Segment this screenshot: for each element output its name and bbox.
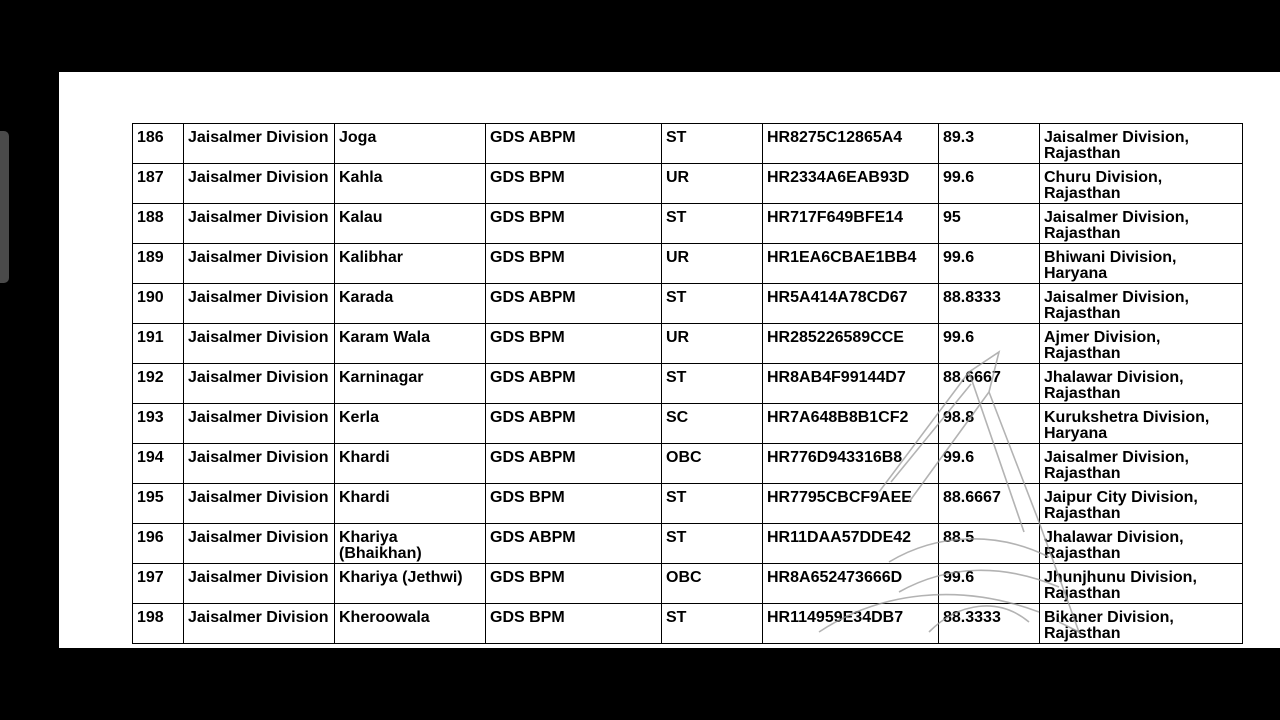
cell-division: Jaisalmer Division bbox=[184, 284, 335, 324]
table-row bbox=[133, 244, 1243, 284]
cell-office: Khardi bbox=[335, 484, 486, 524]
cell-office: Kalibhar bbox=[335, 244, 486, 284]
cell-allotted-division: Jaisalmer Division, Rajasthan bbox=[1040, 284, 1243, 324]
cell-sl: 197 bbox=[133, 564, 184, 604]
cell-office: Khariya (Jethwi) bbox=[335, 564, 486, 604]
cell-category: ST bbox=[662, 124, 763, 164]
cell-allotted-division: Jhalawar Division, Rajasthan bbox=[1040, 524, 1243, 564]
cell-sl: 191 bbox=[133, 324, 184, 364]
cell-sl: 188 bbox=[133, 204, 184, 244]
bottom-bar bbox=[0, 648, 1280, 720]
table-row bbox=[133, 484, 1243, 524]
cell-category: ST bbox=[662, 284, 763, 324]
cell-score: 99.6 bbox=[939, 444, 1040, 484]
table-row bbox=[133, 164, 1243, 204]
cell-office: Kheroowala bbox=[335, 604, 486, 644]
cell-sl: 196 bbox=[133, 524, 184, 564]
results-table-body bbox=[133, 124, 1243, 644]
cell-score: 88.3333 bbox=[939, 604, 1040, 644]
cell-category: ST bbox=[662, 364, 763, 404]
table-row bbox=[133, 204, 1243, 244]
cell-score: 88.8333 bbox=[939, 284, 1040, 324]
cell-category: OBC bbox=[662, 564, 763, 604]
cell-division: Jaisalmer Division bbox=[184, 324, 335, 364]
cell-sl: 192 bbox=[133, 364, 184, 404]
cell-category: OBC bbox=[662, 444, 763, 484]
cell-category: ST bbox=[662, 484, 763, 524]
cell-allotted-division: Jaipur City Division, Rajasthan bbox=[1040, 484, 1243, 524]
cell-sl: 186 bbox=[133, 124, 184, 164]
cell-division: Jaisalmer Division bbox=[184, 364, 335, 404]
cell-division: Jaisalmer Division bbox=[184, 164, 335, 204]
cell-office: Khardi bbox=[335, 444, 486, 484]
table-row bbox=[133, 284, 1243, 324]
cell-score: 88.5 bbox=[939, 524, 1040, 564]
cell-reg-no: HR11DAA57DDE42 bbox=[763, 524, 939, 564]
cell-reg-no: HR7795CBCF9AEE bbox=[763, 484, 939, 524]
cell-reg-no: HR5A414A78CD67 bbox=[763, 284, 939, 324]
cell-post: GDS BPM bbox=[486, 204, 662, 244]
cell-post: GDS ABPM bbox=[486, 444, 662, 484]
cell-post: GDS ABPM bbox=[486, 524, 662, 564]
cell-category: ST bbox=[662, 604, 763, 644]
cell-division: Jaisalmer Division bbox=[184, 484, 335, 524]
table-row bbox=[133, 324, 1243, 364]
cell-category: UR bbox=[662, 324, 763, 364]
cell-office: Karada bbox=[335, 284, 486, 324]
cell-post: GDS BPM bbox=[486, 244, 662, 284]
cell-sl: 189 bbox=[133, 244, 184, 284]
cell-division: Jaisalmer Division bbox=[184, 124, 335, 164]
cell-score: 99.6 bbox=[939, 324, 1040, 364]
cell-office: Kerla bbox=[335, 404, 486, 444]
cell-office: Kalau bbox=[335, 204, 486, 244]
cell-division: Jaisalmer Division bbox=[184, 604, 335, 644]
cell-post: GDS BPM bbox=[486, 604, 662, 644]
scroll-handle[interactable] bbox=[0, 131, 9, 283]
cell-office: Joga bbox=[335, 124, 486, 164]
cell-sl: 187 bbox=[133, 164, 184, 204]
cell-division: Jaisalmer Division bbox=[184, 204, 335, 244]
cell-sl: 198 bbox=[133, 604, 184, 644]
cell-allotted-division: Jhunjhunu Division, Rajasthan bbox=[1040, 564, 1243, 604]
cell-category: SC bbox=[662, 404, 763, 444]
table-row bbox=[133, 524, 1243, 564]
document-page bbox=[59, 72, 1280, 648]
table-row bbox=[133, 364, 1243, 404]
cell-division: Jaisalmer Division bbox=[184, 244, 335, 284]
cell-post: GDS BPM bbox=[486, 324, 662, 364]
cell-division: Jaisalmer Division bbox=[184, 564, 335, 604]
cell-allotted-division: Bhiwani Division, Haryana bbox=[1040, 244, 1243, 284]
cell-sl: 190 bbox=[133, 284, 184, 324]
cell-reg-no: HR717F649BFE14 bbox=[763, 204, 939, 244]
results-table bbox=[132, 123, 1243, 644]
cell-reg-no: HR8275C12865A4 bbox=[763, 124, 939, 164]
cell-score: 88.6667 bbox=[939, 364, 1040, 404]
cell-category: ST bbox=[662, 524, 763, 564]
cell-post: GDS BPM bbox=[486, 564, 662, 604]
cell-allotted-division: Bikaner Division, Rajasthan bbox=[1040, 604, 1243, 644]
cell-score: 99.6 bbox=[939, 164, 1040, 204]
cell-office: Karninagar bbox=[335, 364, 486, 404]
cell-post: GDS ABPM bbox=[486, 364, 662, 404]
cell-category: UR bbox=[662, 164, 763, 204]
cell-category: UR bbox=[662, 244, 763, 284]
cell-reg-no: HR8A652473666D bbox=[763, 564, 939, 604]
cell-reg-no: HR8AB4F99144D7 bbox=[763, 364, 939, 404]
cell-office: Khariya (Bhaikhan) bbox=[335, 524, 486, 564]
table-row bbox=[133, 564, 1243, 604]
cell-score: 88.6667 bbox=[939, 484, 1040, 524]
cell-allotted-division: Jaisalmer Division, Rajasthan bbox=[1040, 124, 1243, 164]
cell-allotted-division: Ajmer Division, Rajasthan bbox=[1040, 324, 1243, 364]
cell-post: GDS ABPM bbox=[486, 284, 662, 324]
cell-allotted-division: Kurukshetra Division, Haryana bbox=[1040, 404, 1243, 444]
cell-division: Jaisalmer Division bbox=[184, 444, 335, 484]
cell-score: 89.3 bbox=[939, 124, 1040, 164]
cell-post: GDS BPM bbox=[486, 164, 662, 204]
table-row bbox=[133, 604, 1243, 644]
cell-reg-no: HR776D943316B8 bbox=[763, 444, 939, 484]
cell-allotted-division: Jaisalmer Division, Rajasthan bbox=[1040, 204, 1243, 244]
cell-category: ST bbox=[662, 204, 763, 244]
cell-reg-no: HR1EA6CBAE1BB4 bbox=[763, 244, 939, 284]
cell-score: 98.8 bbox=[939, 404, 1040, 444]
cell-division: Jaisalmer Division bbox=[184, 404, 335, 444]
cell-post: GDS BPM bbox=[486, 484, 662, 524]
cell-office: Kahla bbox=[335, 164, 486, 204]
cell-allotted-division: Jaisalmer Division, Rajasthan bbox=[1040, 444, 1243, 484]
cell-score: 99.6 bbox=[939, 564, 1040, 604]
cell-allotted-division: Churu Division, Rajasthan bbox=[1040, 164, 1243, 204]
cell-reg-no: HR7A648B8B1CF2 bbox=[763, 404, 939, 444]
cell-score: 99.6 bbox=[939, 244, 1040, 284]
table-row bbox=[133, 444, 1243, 484]
cell-reg-no: HR285226589CCE bbox=[763, 324, 939, 364]
cell-sl: 195 bbox=[133, 484, 184, 524]
cell-post: GDS ABPM bbox=[486, 124, 662, 164]
cell-sl: 194 bbox=[133, 444, 184, 484]
cell-score: 95 bbox=[939, 204, 1040, 244]
cell-division: Jaisalmer Division bbox=[184, 524, 335, 564]
cell-sl: 193 bbox=[133, 404, 184, 444]
cell-reg-no: HR114959E34DB7 bbox=[763, 604, 939, 644]
cell-office: Karam Wala bbox=[335, 324, 486, 364]
cell-allotted-division: Jhalawar Division, Rajasthan bbox=[1040, 364, 1243, 404]
table-row bbox=[133, 404, 1243, 444]
cell-post: GDS ABPM bbox=[486, 404, 662, 444]
table-row bbox=[133, 124, 1243, 164]
cell-reg-no: HR2334A6EAB93D bbox=[763, 164, 939, 204]
